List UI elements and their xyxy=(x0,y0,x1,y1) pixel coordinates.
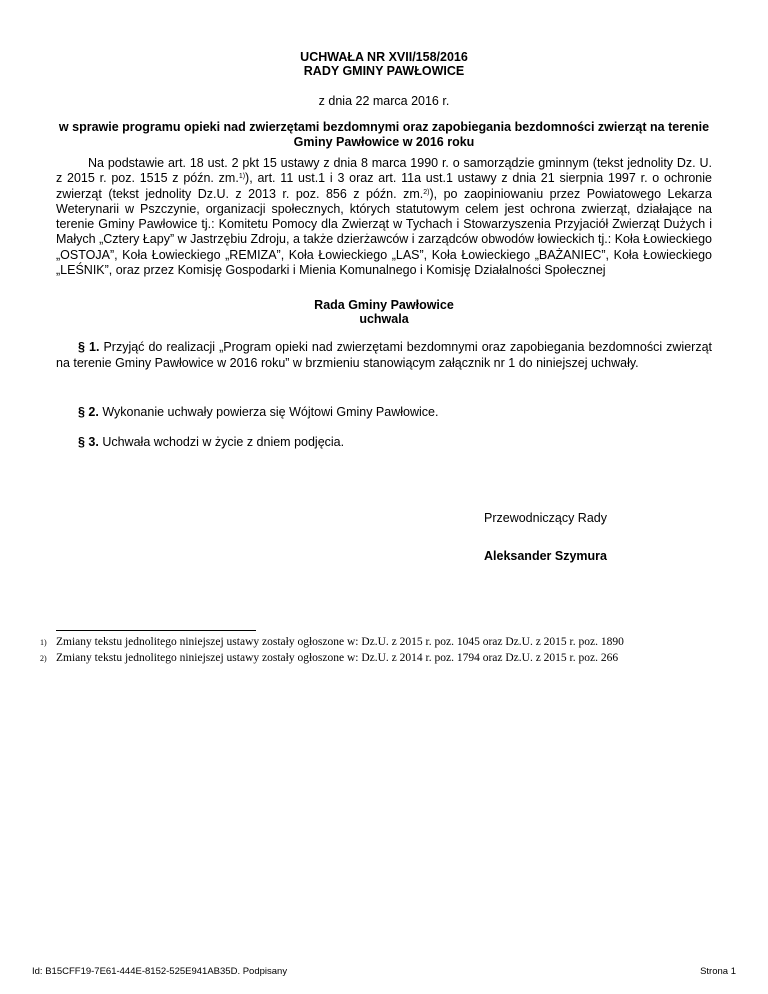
resolves-heading: uchwala xyxy=(359,312,409,326)
footnote-ref-1[interactable]: 1) xyxy=(238,173,246,181)
footnote-ref-2[interactable]: 2) xyxy=(423,188,430,196)
paragraph-3-number: § 3. xyxy=(78,435,99,449)
council-heading: Rada Gminy Pawłowice xyxy=(314,298,454,312)
paragraph-3 xyxy=(78,435,344,449)
paragraph-1 xyxy=(56,340,712,371)
footnote-2 xyxy=(40,652,618,665)
paragraph-2-text: Wykonanie uchwały powierza się Wójtowi Gminy Pawłowice. xyxy=(98,405,439,419)
footnote-1 xyxy=(40,636,624,649)
footnote-2-number: 2) xyxy=(40,654,47,663)
resolution-number: UCHWAŁA NR XVII/158/2016 xyxy=(300,50,468,64)
preamble-part-1: Na podstawie art. 18 ust. 2 pkt 15 ustawy z dnia 8 marca 1990 r. o samorządzie gminnym (tekst jednolity Dz. U. z 2015 r. poz. 1515 z późn. zm. xyxy=(56,156,712,186)
preamble-part-3: ), po zaopiniowaniu przez Powiatowego Lekarza Weterynarii w Pszczynie, organizacji społecznych, których statutowym celem jest ochrona zwierząt, działające na terenie Gminy Pawłowice tj.: Komitetu Pomocy dla Zwierząt w Tychach i Stowarzyszenia Przyjaciół Zwierząt Dużych i Małych „Cztery Łapy” w Jastrzębiu Zdroju, a także dzierżawców i zarządców obwodów łowieckich tj.: Koła Łowieckiego „OSTOJA”, Koła Łowieckiego „REMIZA”, Koła Łowieckiego „LAS”, Koła Łowieckiego „BAŻANIEC”, Koła Łowieckiego „LEŚNIK”, oraz przez Komisję Gospodarki i Mienia Komunalnego i Komisję Działalności Społecznej xyxy=(56,186,712,278)
document-id: Id: B15CFF19-7E61-444E-8152-525E941AB35D. Podpisany xyxy=(32,966,288,977)
preamble xyxy=(56,156,712,278)
footnote-1-text: Zmiany tekstu jednolitego niniejszej ustawy zostały ogłoszone w: Dz.U. z 2015 r. poz. 1045 oraz Dz.U. z 2015 r. poz. 1890 xyxy=(56,636,624,648)
footnote-divider xyxy=(56,630,256,631)
signature-role: Przewodniczący Rady xyxy=(484,511,607,525)
resolution-subject: w sprawie programu opieki nad zwierzętami bezdomnymi oraz zapobiegania bezdomności zwierząt na terenie Gminy Pawłowice w 2016 roku xyxy=(58,120,710,149)
page-number: Strona 1 xyxy=(700,966,736,977)
council-name: RADY GMINY PAWŁOWICE xyxy=(303,64,465,78)
footnote-2-text: Zmiany tekstu jednolitego niniejszej ustawy zostały ogłoszone w: Dz.U. z 2014 r. poz. 1794 oraz Dz.U. z 2015 r. poz. 266 xyxy=(56,652,619,664)
preamble-part-2: ), art. 11 ust.1 i 3 oraz art. 11a ust.1 ustawy z dnia 21 sierpnia 1997 r. o ochronie zwierząt (tekst jednolity Dz.U. z 2013 r. poz. 856 z późn. zm. xyxy=(56,171,712,201)
paragraph-3-text: Uchwała wchodzi w życie z dniem podjęcia. xyxy=(98,435,345,449)
paragraph-1-text: Przyjąć do realizacji „Program opieki nad zwierzętami bezdomnymi oraz zapobiegania bezdomności zwierząt na terenie Gminy Pawłowice w 2016 roku” w brzmieniu stanowiącym załącznik nr 1 do niniejszej uchwały. xyxy=(56,340,712,370)
paragraph-2 xyxy=(78,405,438,419)
paragraph-2-number: § 2. xyxy=(78,405,99,419)
paragraph-1-number: § 1. xyxy=(78,340,100,354)
resolution-date: z dnia 22 marca 2016 r. xyxy=(318,94,450,108)
signature-name: Aleksander Szymura xyxy=(484,549,607,563)
footnote-1-number: 1) xyxy=(40,638,47,647)
